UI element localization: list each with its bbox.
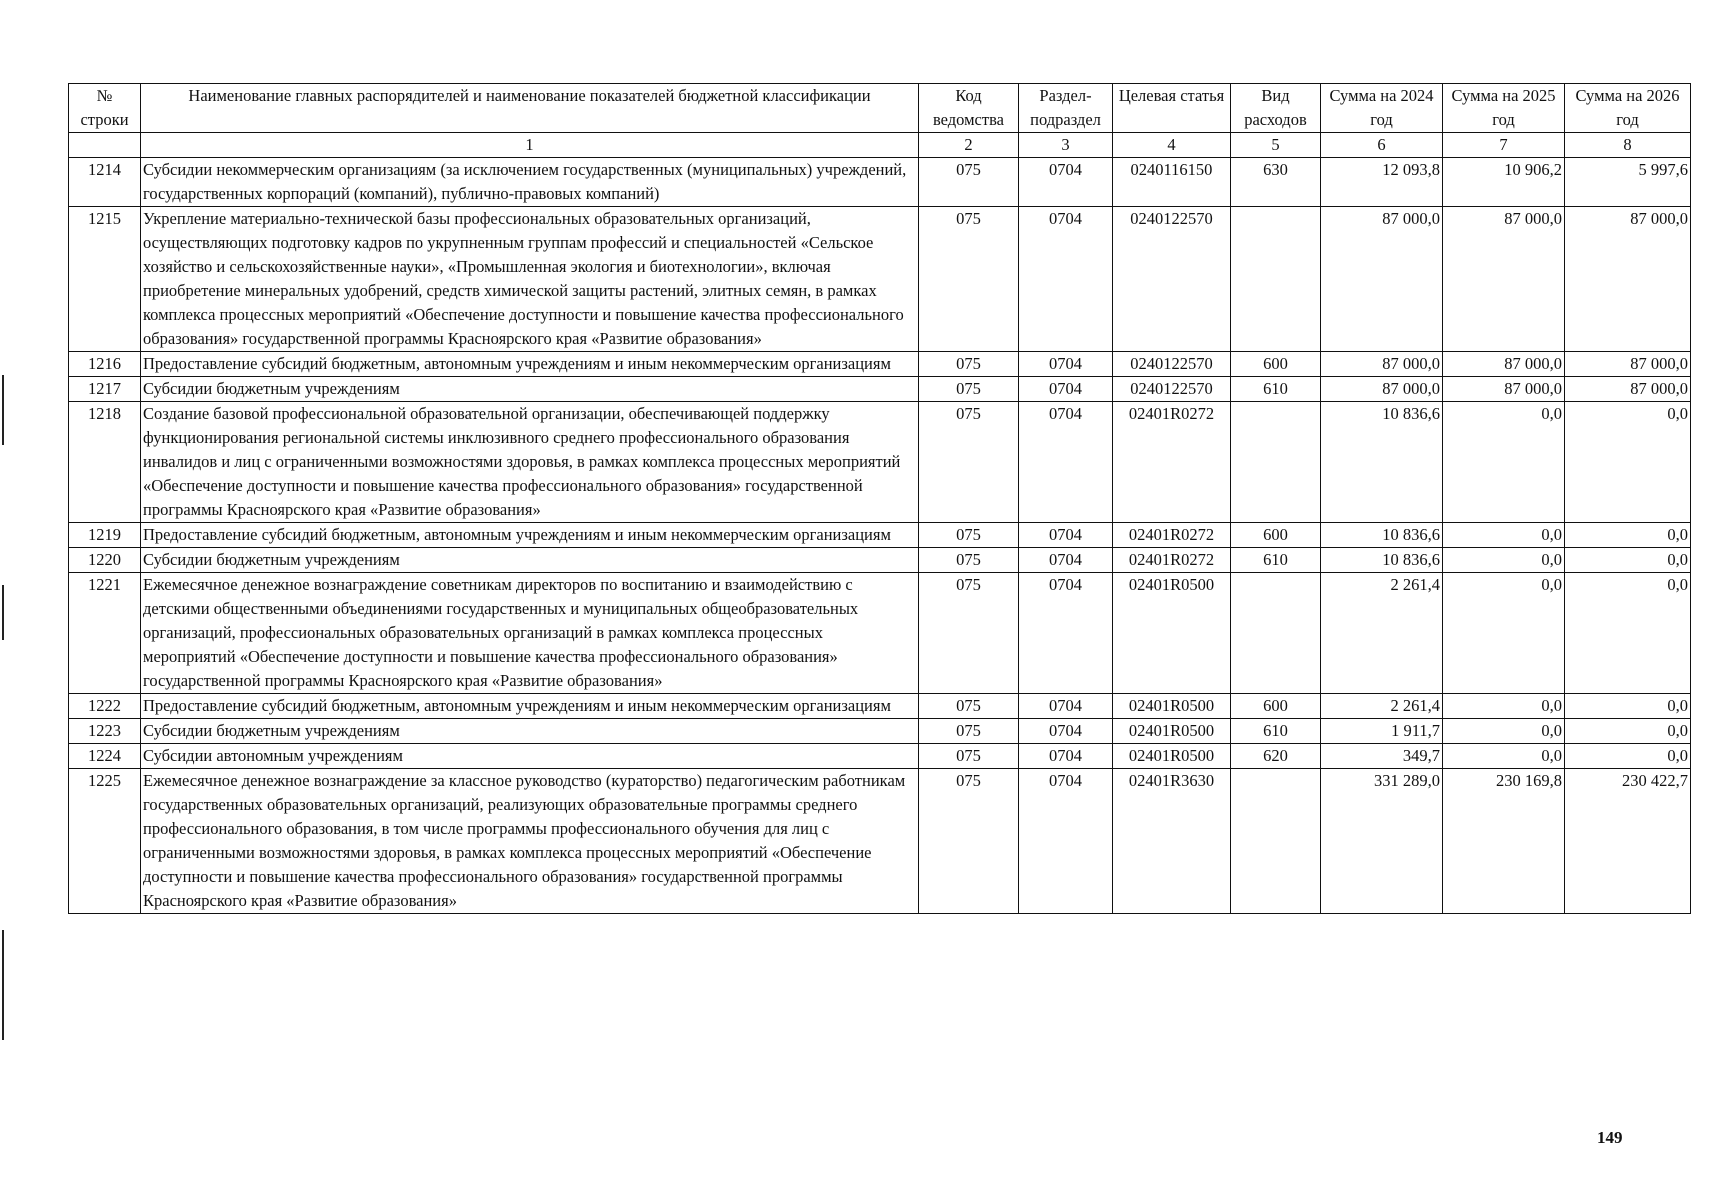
row-dept-code: 075 bbox=[919, 402, 1019, 523]
header-section: Раздел-подраздел bbox=[1019, 84, 1113, 133]
table-row bbox=[69, 523, 1691, 548]
row-name: Предоставление субсидий бюджетным, автономным учреждениям и иным некоммерческим организациям bbox=[141, 352, 919, 377]
table-row bbox=[69, 548, 1691, 573]
column-number: 2 bbox=[919, 133, 1019, 158]
scan-mark bbox=[2, 930, 4, 1040]
row-sum-2025: 0,0 bbox=[1443, 719, 1565, 744]
column-number: 6 bbox=[1321, 133, 1443, 158]
column-number: 4 bbox=[1113, 133, 1231, 158]
table-row bbox=[69, 573, 1691, 694]
row-sum-2026: 0,0 bbox=[1565, 744, 1691, 769]
row-expense-type: 630 bbox=[1231, 158, 1321, 207]
row-expense-type: 600 bbox=[1231, 352, 1321, 377]
row-name: Субсидии бюджетным учреждениям bbox=[141, 548, 919, 573]
page-number: 149 bbox=[1597, 1128, 1623, 1147]
header-dept-code: Код ведомства bbox=[919, 84, 1019, 133]
row-sum-2025: 87 000,0 bbox=[1443, 207, 1565, 352]
row-number: 1217 bbox=[69, 377, 141, 402]
row-target-article: 02401R0500 bbox=[1113, 694, 1231, 719]
row-sum-2024: 87 000,0 bbox=[1321, 207, 1443, 352]
row-target-article: 02401R0272 bbox=[1113, 548, 1231, 573]
row-expense-type bbox=[1231, 207, 1321, 352]
table-row bbox=[69, 352, 1691, 377]
header-expense-type: Вид расходов bbox=[1231, 84, 1321, 133]
row-sum-2025: 0,0 bbox=[1443, 548, 1565, 573]
row-sum-2025: 0,0 bbox=[1443, 694, 1565, 719]
row-expense-type: 620 bbox=[1231, 744, 1321, 769]
row-sum-2026: 230 422,7 bbox=[1565, 769, 1691, 914]
row-sum-2024: 10 836,6 bbox=[1321, 548, 1443, 573]
row-sum-2025: 87 000,0 bbox=[1443, 377, 1565, 402]
row-sum-2024: 1 911,7 bbox=[1321, 719, 1443, 744]
row-dept-code: 075 bbox=[919, 769, 1019, 914]
row-dept-code: 075 bbox=[919, 744, 1019, 769]
row-name: Субсидии некоммерческим организациям (за исключением государственных (муниципальных) учреждений, государственных корпораций (компаний), публично-правовых компаний) bbox=[141, 158, 919, 207]
row-sum-2024: 2 261,4 bbox=[1321, 573, 1443, 694]
row-sum-2026: 0,0 bbox=[1565, 402, 1691, 523]
row-dept-code: 075 bbox=[919, 523, 1019, 548]
table-row bbox=[69, 769, 1691, 914]
row-name: Предоставление субсидий бюджетным, автономным учреждениям и иным некоммерческим организациям bbox=[141, 523, 919, 548]
row-expense-type: 610 bbox=[1231, 377, 1321, 402]
header-sum-2024: Сумма на 2024 год bbox=[1321, 84, 1443, 133]
table-row bbox=[69, 158, 1691, 207]
table-row bbox=[69, 719, 1691, 744]
row-section: 0704 bbox=[1019, 573, 1113, 694]
row-section: 0704 bbox=[1019, 402, 1113, 523]
row-dept-code: 075 bbox=[919, 548, 1019, 573]
row-number: 1220 bbox=[69, 548, 141, 573]
row-sum-2026: 87 000,0 bbox=[1565, 377, 1691, 402]
row-sum-2025: 87 000,0 bbox=[1443, 352, 1565, 377]
header-name: Наименование главных распорядителей и наименование показателей бюджетной классификации bbox=[141, 84, 919, 133]
row-target-article: 02401R0272 bbox=[1113, 523, 1231, 548]
row-sum-2026: 0,0 bbox=[1565, 573, 1691, 694]
column-number: 1 bbox=[141, 133, 919, 158]
row-target-article: 02401R0272 bbox=[1113, 402, 1231, 523]
row-sum-2026: 87 000,0 bbox=[1565, 352, 1691, 377]
row-sum-2026: 0,0 bbox=[1565, 719, 1691, 744]
row-section: 0704 bbox=[1019, 744, 1113, 769]
row-sum-2024: 2 261,4 bbox=[1321, 694, 1443, 719]
row-number: 1219 bbox=[69, 523, 141, 548]
row-sum-2024: 331 289,0 bbox=[1321, 769, 1443, 914]
row-name: Ежемесячное денежное вознаграждение советникам директоров по воспитанию и взаимодействию с детскими общественными объединениями государственных и муниципальных общеобразовательных организаций, профессиональных образовательных организаций в рамках комплекса процессных мероприятий «Обеспечение доступности и повышение качества профессионального образования» государственной программы Красноярского края «Развитие образования» bbox=[141, 573, 919, 694]
row-target-article: 02401R0500 bbox=[1113, 744, 1231, 769]
row-section: 0704 bbox=[1019, 158, 1113, 207]
budget-document bbox=[68, 83, 1690, 914]
row-section: 0704 bbox=[1019, 719, 1113, 744]
row-expense-type bbox=[1231, 769, 1321, 914]
row-name: Предоставление субсидий бюджетным, автономным учреждениям и иным некоммерческим организациям bbox=[141, 694, 919, 719]
row-sum-2025: 0,0 bbox=[1443, 573, 1565, 694]
row-dept-code: 075 bbox=[919, 158, 1019, 207]
row-dept-code: 075 bbox=[919, 694, 1019, 719]
row-sum-2026: 5 997,6 bbox=[1565, 158, 1691, 207]
row-number: 1223 bbox=[69, 719, 141, 744]
row-sum-2024: 10 836,6 bbox=[1321, 523, 1443, 548]
row-sum-2024: 10 836,6 bbox=[1321, 402, 1443, 523]
column-number bbox=[69, 133, 141, 158]
header-row-number: № строки bbox=[69, 84, 141, 133]
row-number: 1221 bbox=[69, 573, 141, 694]
row-name: Создание базовой профессиональной образовательной организации, обеспечивающей поддержку функционирования региональной системы инклюзивного среднего профессионального образования инвалидов и лиц с ограниченными возможностями здоровья, в рамках комплекса процессных мероприятий «Обеспечение доступности и повышение качества профессионального образования» государственной программы Красноярского края «Развитие образования» bbox=[141, 402, 919, 523]
row-sum-2025: 0,0 bbox=[1443, 402, 1565, 523]
row-dept-code: 075 bbox=[919, 573, 1019, 694]
row-expense-type: 600 bbox=[1231, 523, 1321, 548]
budget-table bbox=[68, 83, 1691, 914]
column-number: 7 bbox=[1443, 133, 1565, 158]
scan-mark bbox=[2, 585, 4, 640]
column-number: 3 bbox=[1019, 133, 1113, 158]
header-sum-2026: Сумма на 2026 год bbox=[1565, 84, 1691, 133]
row-sum-2026: 0,0 bbox=[1565, 523, 1691, 548]
row-section: 0704 bbox=[1019, 352, 1113, 377]
row-expense-type: 610 bbox=[1231, 719, 1321, 744]
row-number: 1216 bbox=[69, 352, 141, 377]
header-row bbox=[69, 84, 1691, 133]
row-name: Субсидии бюджетным учреждениям bbox=[141, 377, 919, 402]
row-expense-type bbox=[1231, 573, 1321, 694]
row-sum-2026: 87 000,0 bbox=[1565, 207, 1691, 352]
row-number: 1225 bbox=[69, 769, 141, 914]
header-target-article: Целевая статья bbox=[1113, 84, 1231, 133]
row-sum-2025: 0,0 bbox=[1443, 744, 1565, 769]
row-number: 1215 bbox=[69, 207, 141, 352]
row-sum-2025: 0,0 bbox=[1443, 523, 1565, 548]
table-row bbox=[69, 377, 1691, 402]
row-target-article: 0240122570 bbox=[1113, 352, 1231, 377]
row-target-article: 02401R0500 bbox=[1113, 573, 1231, 694]
column-number-row bbox=[69, 133, 1691, 158]
table-row bbox=[69, 207, 1691, 352]
row-sum-2024: 87 000,0 bbox=[1321, 352, 1443, 377]
table-row bbox=[69, 694, 1691, 719]
row-number: 1218 bbox=[69, 402, 141, 523]
column-number: 8 bbox=[1565, 133, 1691, 158]
row-target-article: 02401R3630 bbox=[1113, 769, 1231, 914]
table-row bbox=[69, 744, 1691, 769]
row-sum-2024: 87 000,0 bbox=[1321, 377, 1443, 402]
row-sum-2025: 230 169,8 bbox=[1443, 769, 1565, 914]
row-sum-2026: 0,0 bbox=[1565, 548, 1691, 573]
row-name: Субсидии бюджетным учреждениям bbox=[141, 719, 919, 744]
row-dept-code: 075 bbox=[919, 207, 1019, 352]
row-sum-2024: 12 093,8 bbox=[1321, 158, 1443, 207]
scan-mark bbox=[2, 375, 4, 445]
column-number: 5 bbox=[1231, 133, 1321, 158]
row-target-article: 0240122570 bbox=[1113, 207, 1231, 352]
row-section: 0704 bbox=[1019, 207, 1113, 352]
row-name: Укрепление материально-технической базы профессиональных образовательных организаций, осуществляющих подготовку кадров по укрупненным группам профессий и специальностей «Сельское хозяйство и сельскохозяйственные науки», «Промышленная экология и биотехнологии», включая приобретение минеральных удобрений, средств химической защиты растений, элитных семян, в рамках комплекса процессных мероприятий «Обеспечение доступности и повышение качества профессионального образования» государственной программы Красноярского края «Развитие образования» bbox=[141, 207, 919, 352]
row-sum-2024: 349,7 bbox=[1321, 744, 1443, 769]
table-row bbox=[69, 402, 1691, 523]
row-sum-2026: 0,0 bbox=[1565, 694, 1691, 719]
row-name: Ежемесячное денежное вознаграждение за классное руководство (кураторство) педагогическим работникам государственных образовательных организаций, реализующих образовательные программы среднего профессионального образования, в том числе программы профессионального обучения для лиц с ограниченными возможностями здоровья, в рамках комплекса процессных мероприятий «Обеспечение доступности и повышение качества профессионального образования» государственной программы Красноярского края «Развитие образования» bbox=[141, 769, 919, 914]
row-dept-code: 075 bbox=[919, 352, 1019, 377]
row-sum-2025: 10 906,2 bbox=[1443, 158, 1565, 207]
row-number: 1224 bbox=[69, 744, 141, 769]
row-dept-code: 075 bbox=[919, 377, 1019, 402]
row-section: 0704 bbox=[1019, 377, 1113, 402]
row-section: 0704 bbox=[1019, 769, 1113, 914]
row-dept-code: 075 bbox=[919, 719, 1019, 744]
header-sum-2025: Сумма на 2025 год bbox=[1443, 84, 1565, 133]
row-target-article: 02401R0500 bbox=[1113, 719, 1231, 744]
row-expense-type: 600 bbox=[1231, 694, 1321, 719]
row-section: 0704 bbox=[1019, 694, 1113, 719]
row-number: 1222 bbox=[69, 694, 141, 719]
row-target-article: 0240116150 bbox=[1113, 158, 1231, 207]
row-name: Субсидии автономным учреждениям bbox=[141, 744, 919, 769]
row-number: 1214 bbox=[69, 158, 141, 207]
row-expense-type: 610 bbox=[1231, 548, 1321, 573]
row-target-article: 0240122570 bbox=[1113, 377, 1231, 402]
row-expense-type bbox=[1231, 402, 1321, 523]
row-section: 0704 bbox=[1019, 548, 1113, 573]
row-section: 0704 bbox=[1019, 523, 1113, 548]
